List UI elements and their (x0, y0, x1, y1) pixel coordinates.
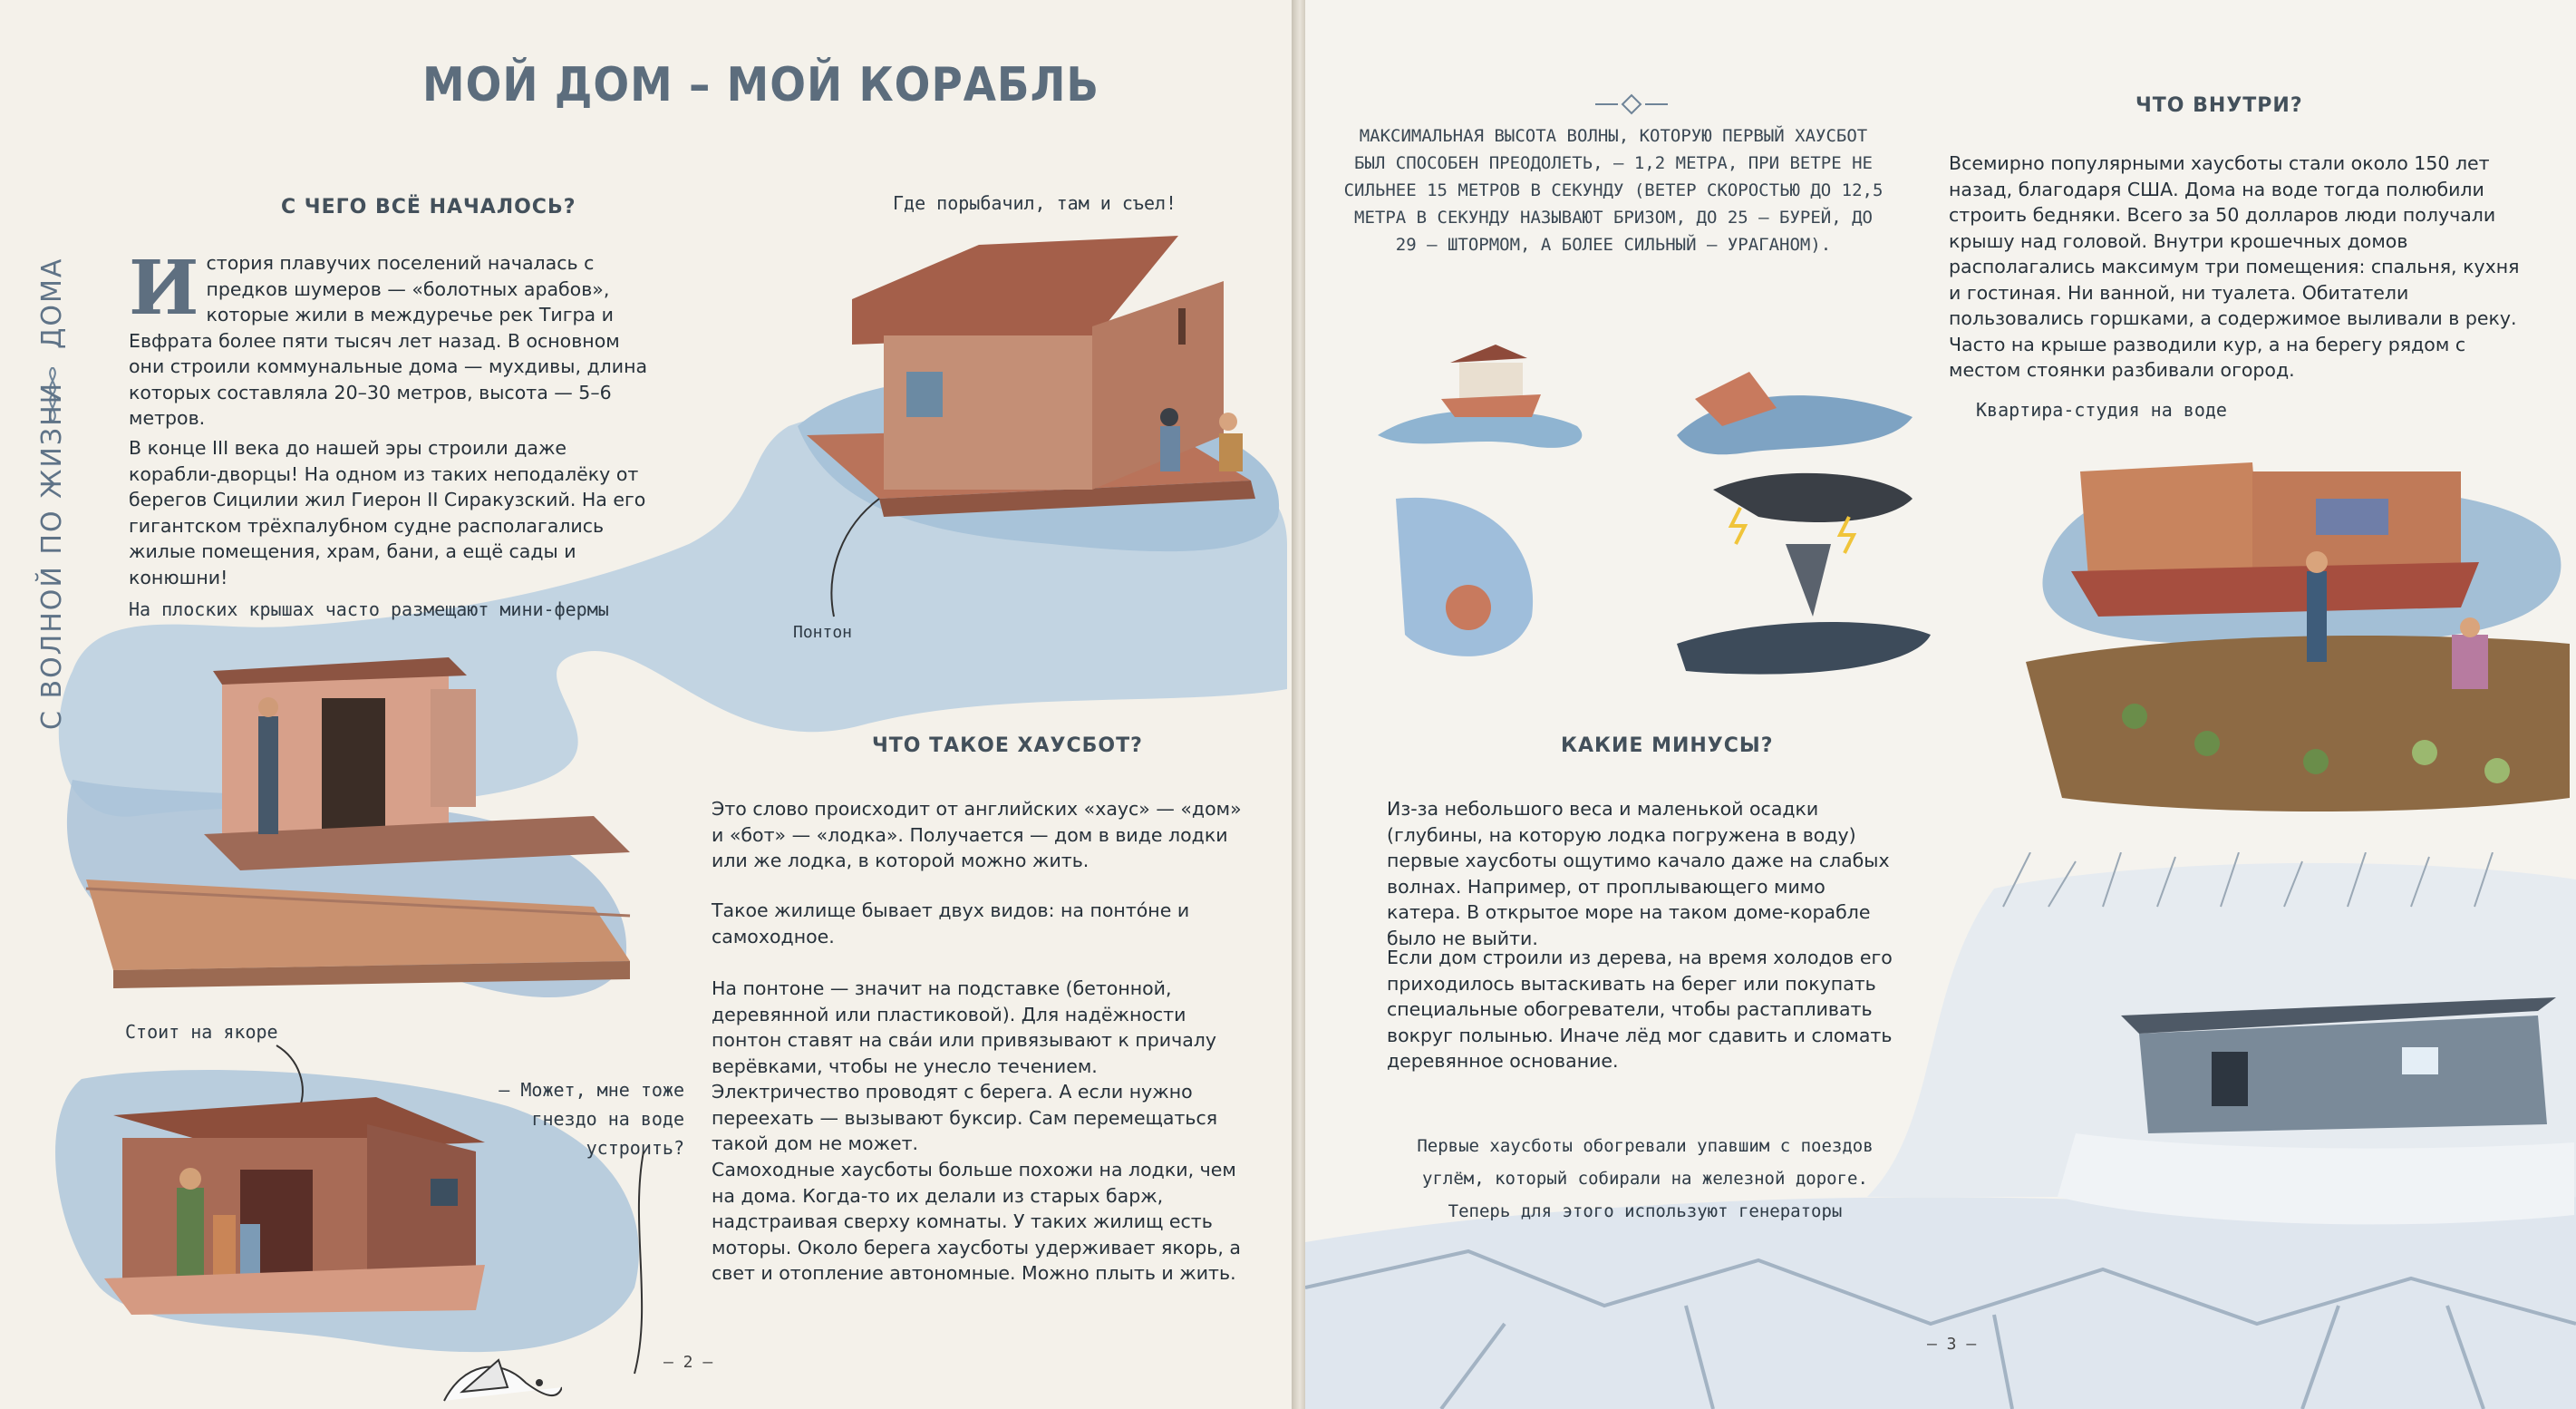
caption-bird-question: — Может, мне тоже гнездо на воде устроить? (499, 1079, 684, 1159)
caption-anchor: Стоит на якоре (125, 1021, 278, 1043)
section-heading-origins: С ЧЕГО ВСЁ НАЧАЛОСЬ? (281, 196, 576, 219)
wave-fact-text: МАКСИМАЛЬНАЯ ВЫСОТА ВОЛНЫ, КОТОРУЮ ПЕРВЫЙ ХАУСБОТ БЫЛ СПОСОБЕН ПРЕОДОЛЕТЬ, – 1,2 МЕТРА, ПРИ ВЕТРЕ НЕ СИЛЬНЕЕ 15 МЕТРОВ В СЕКУНДУ (ВЕТЕР СКОРОСТЬЮ ДО 12,5 МЕТРА В СЕКУНДУ НАЗЫВАЮТ БРИЗОМ, ДО 25 – БУРЕЙ, ДО 29 – ШТОРМОМ, А БОЛЕЕ СИЛЬНЫЙ – УРАГАНОМ). (1343, 126, 1884, 255)
origins-text (129, 245, 659, 432)
page-number-right: – 3 – (1927, 1335, 1977, 1354)
side-label-series: С ВОЛНОЙ ПО ЖИЗНИ (36, 381, 68, 730)
book-gutter (1292, 0, 1305, 1409)
section-heading-cons: КАКИЕ МИНУСЫ? (1561, 734, 1774, 757)
anchored-houseboat-illustration (104, 1088, 485, 1315)
ornament-divider-icon (1595, 91, 1668, 118)
right-page (1305, 0, 2576, 1409)
page-number-left: – 2 – (663, 1353, 713, 1372)
inside-paragraph: Всемирно популярными хаусботы стали около 150 лет назад, благодаря США. Дома на воде тогда полюбили строить бедняки. Всего за 50 долларов люди получали крышу над головой. Внутри крошечных домов располагались максимум три помещения: спальня, кухня и гостиная. Ни ванной, ни туалета. Обитатели пользовались горшками, а содержимое выливали в реку. Часто на крыше разводили кур, а на берегу рядом с местом стоянки разбивали огород. (1949, 152, 2520, 381)
dropcap-letter: И (129, 245, 199, 332)
pontoon-pointer-line (816, 490, 888, 626)
caption-pontoon: Понтон (793, 623, 853, 642)
houseboat-paragraph-2: Такое жилище бывает двух видов: на понтóне и самоходное. (712, 899, 1190, 947)
origins-paragraph-1: стория плавучих поселений началась с предков шумеров — «болотных арабов», которые жили в междуречье рек Тигра и Евфрата более пяти тысяч лет назад. В основном они строили коммунальные дома — мухдивы, длина которых составляла 20–30 метров, высота — 5–6 метров. (129, 252, 648, 429)
houseboat-paragraph-1: Это слово происходит от английских «хаус» — «дом» и «бот» — «лодка». Получается — дом в виде лодки или же лодка, в которой можно жить. (712, 798, 1242, 871)
caption-coal: Первые хаусботы обогревали упавшим с поездов углём, который собирали на железной дороге. Теперь для этого используют генераторы (1417, 1136, 1874, 1221)
bird-pointer-line (625, 1151, 662, 1378)
section-heading-houseboat: ЧТО ТАКОЕ ХАУСБОТ? (872, 734, 1143, 757)
side-label-section: ДОМА (36, 257, 68, 349)
houseboat-paragraph-4: Самоходные хаусботы больше похожи на лодки, чем на дома. Когда-то их делали из старых барж, надстраивая сверху комнаты. У таких жилищ есть моторы. Около берега хаусботы удерживает якорь, а свет и отопление автономные. Можно плыть и жить. (712, 1159, 1241, 1284)
section-heading-inside: ЧТО ВНУТРИ? (2135, 94, 2303, 117)
page-title: МОЙ ДОМ – МОЙ КОРАБЛЬ (422, 58, 1100, 112)
houseboat-paragraph-3: На понтоне — значит на подставке (бетонной, деревянной или пластиковой). Для надёжности понтон ставят на свáи или привязывают к причалу верёвками, чтобы не унесло течением. Электричество проводят с берега. А если нужно переехать — вызывают буксир. Сам перемещаться такой дом не может. (712, 977, 1218, 1154)
caption-fishing: Где порыбачил, там и съел! (893, 192, 1177, 214)
caption-roof-farms: На плоских крышах часто размещают мини-фермы (129, 598, 609, 620)
pier-house-illustration (86, 635, 666, 988)
cons-paragraph-1: Из-за небольшого веса и маленькой осадки (глубины, на которую лодка погружена в воду) первые хаусботы ощутимо качало даже на слабых волнах. Например, от проплывающего мимо катера. В открытое море на таком доме-корабле было не выйти. (1387, 798, 1890, 949)
origins-paragraph-2: В конце III века до нашей эры строили даже корабли-дворцы! На одном из таких неподалёку от берегов Сицилии жил Гиерон II Сиракузский. На его гигантском трёхпалубном судне располагались жилые помещения, храм, бани, а ещё сады и конюшни! (129, 437, 646, 588)
cons-paragraph-2: Если дом строили из дерева, на время холодов его приходилось вытаскивать на берег или покупать специальные обогреватели, чтобы растапливать вокруг полынью. Иначе лёд мог сдавить и сломать деревянное основание. (1387, 947, 1893, 1072)
waves-illustration (1378, 345, 1976, 689)
caption-studio: Квартира-студия на воде (1976, 399, 2227, 421)
studio-houseboat-illustration (2026, 417, 2570, 825)
seagull-illustration (426, 1346, 562, 1409)
